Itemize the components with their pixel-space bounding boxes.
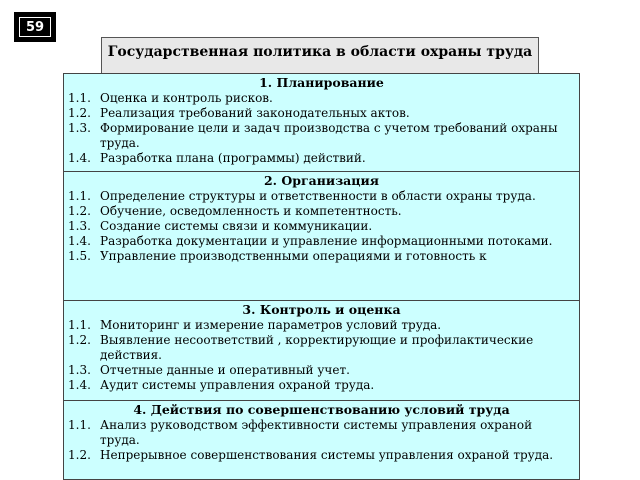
slide-number-badge: [14, 12, 56, 42]
item-number: 1.3.: [68, 121, 91, 135]
item-number: 1.3.: [68, 219, 91, 233]
slide-number: 59: [19, 17, 51, 37]
list-item: [68, 91, 575, 106]
item-number: 1.2.: [68, 448, 91, 462]
section-heading: 4. Действия по совершенствованию условий труда: [133, 402, 510, 417]
list-item: [68, 249, 575, 264]
list-item: [68, 151, 575, 166]
item-text: Реализация требований законодательных актов.: [100, 106, 410, 120]
section-list: [68, 418, 575, 463]
section-heading: 2. Организация: [263, 173, 380, 188]
item-text: Отчетные данные и оперативный учет.: [100, 363, 350, 377]
page-title: Государственная политика в области охраны труда: [101, 37, 539, 77]
item-text: Определение структуры и ответственности в области охраны труда.: [100, 189, 536, 203]
list-item: [68, 189, 575, 204]
list-item: [68, 318, 575, 333]
item-number: 1.5.: [68, 249, 91, 263]
item-text: Анализ руководством эффективности системы управления охраной труда.: [100, 418, 533, 447]
item-text: Создание системы связи и коммуникации.: [100, 219, 373, 233]
section-improvement: [63, 400, 580, 480]
section-organization: [63, 171, 580, 303]
section-list: [68, 189, 575, 264]
item-number: 1.1.: [68, 91, 91, 105]
item-number: 1.4.: [68, 151, 91, 165]
list-item: [68, 333, 575, 363]
item-text: Разработка документации и управление информационными потоками.: [100, 234, 553, 248]
section-planning: [63, 73, 580, 175]
item-text: Аудит системы управления охраной труда.: [100, 378, 375, 392]
item-text: Непрерывное совершенствования системы управления охраной труда.: [100, 448, 554, 462]
section-control: [63, 300, 580, 401]
item-number: 1.1.: [68, 418, 91, 432]
list-item: [68, 106, 575, 121]
list-item: [68, 121, 575, 151]
item-number: 1.3.: [68, 363, 91, 377]
list-item: [68, 234, 575, 249]
item-number: 1.1.: [68, 189, 91, 203]
section-list: [68, 318, 575, 393]
item-number: 1.2.: [68, 333, 91, 347]
item-text: Мониторинг и измерение параметров условий труда.: [100, 318, 442, 332]
section-heading: 3. Контроль и оценка: [242, 302, 401, 317]
section-list: [68, 91, 575, 166]
list-item: [68, 378, 575, 393]
list-item: [68, 204, 575, 219]
list-item: [68, 363, 575, 378]
item-number: 1.4.: [68, 378, 91, 392]
item-text: Обучение, осведомленность и компетентность.: [100, 204, 402, 218]
list-item: [68, 448, 575, 463]
list-item: [68, 418, 575, 448]
item-number: 1.2.: [68, 204, 91, 218]
item-text: Формирование цели и задач производства с учетом требований охраны труда.: [100, 121, 558, 150]
item-text: Управление производственными операциями и готовность к: [100, 249, 487, 263]
item-text: Выявление несоответствий , корректирующие и профилактические действия.: [100, 333, 534, 362]
list-item: [68, 219, 575, 234]
item-text: Разработка плана (программы) действий.: [100, 151, 366, 165]
item-number: 1.4.: [68, 234, 91, 248]
item-number: 1.1.: [68, 318, 91, 332]
item-number: 1.2.: [68, 106, 91, 120]
section-heading: 1. Планирование: [259, 75, 384, 90]
item-text: Оценка и контроль рисков.: [100, 91, 273, 105]
